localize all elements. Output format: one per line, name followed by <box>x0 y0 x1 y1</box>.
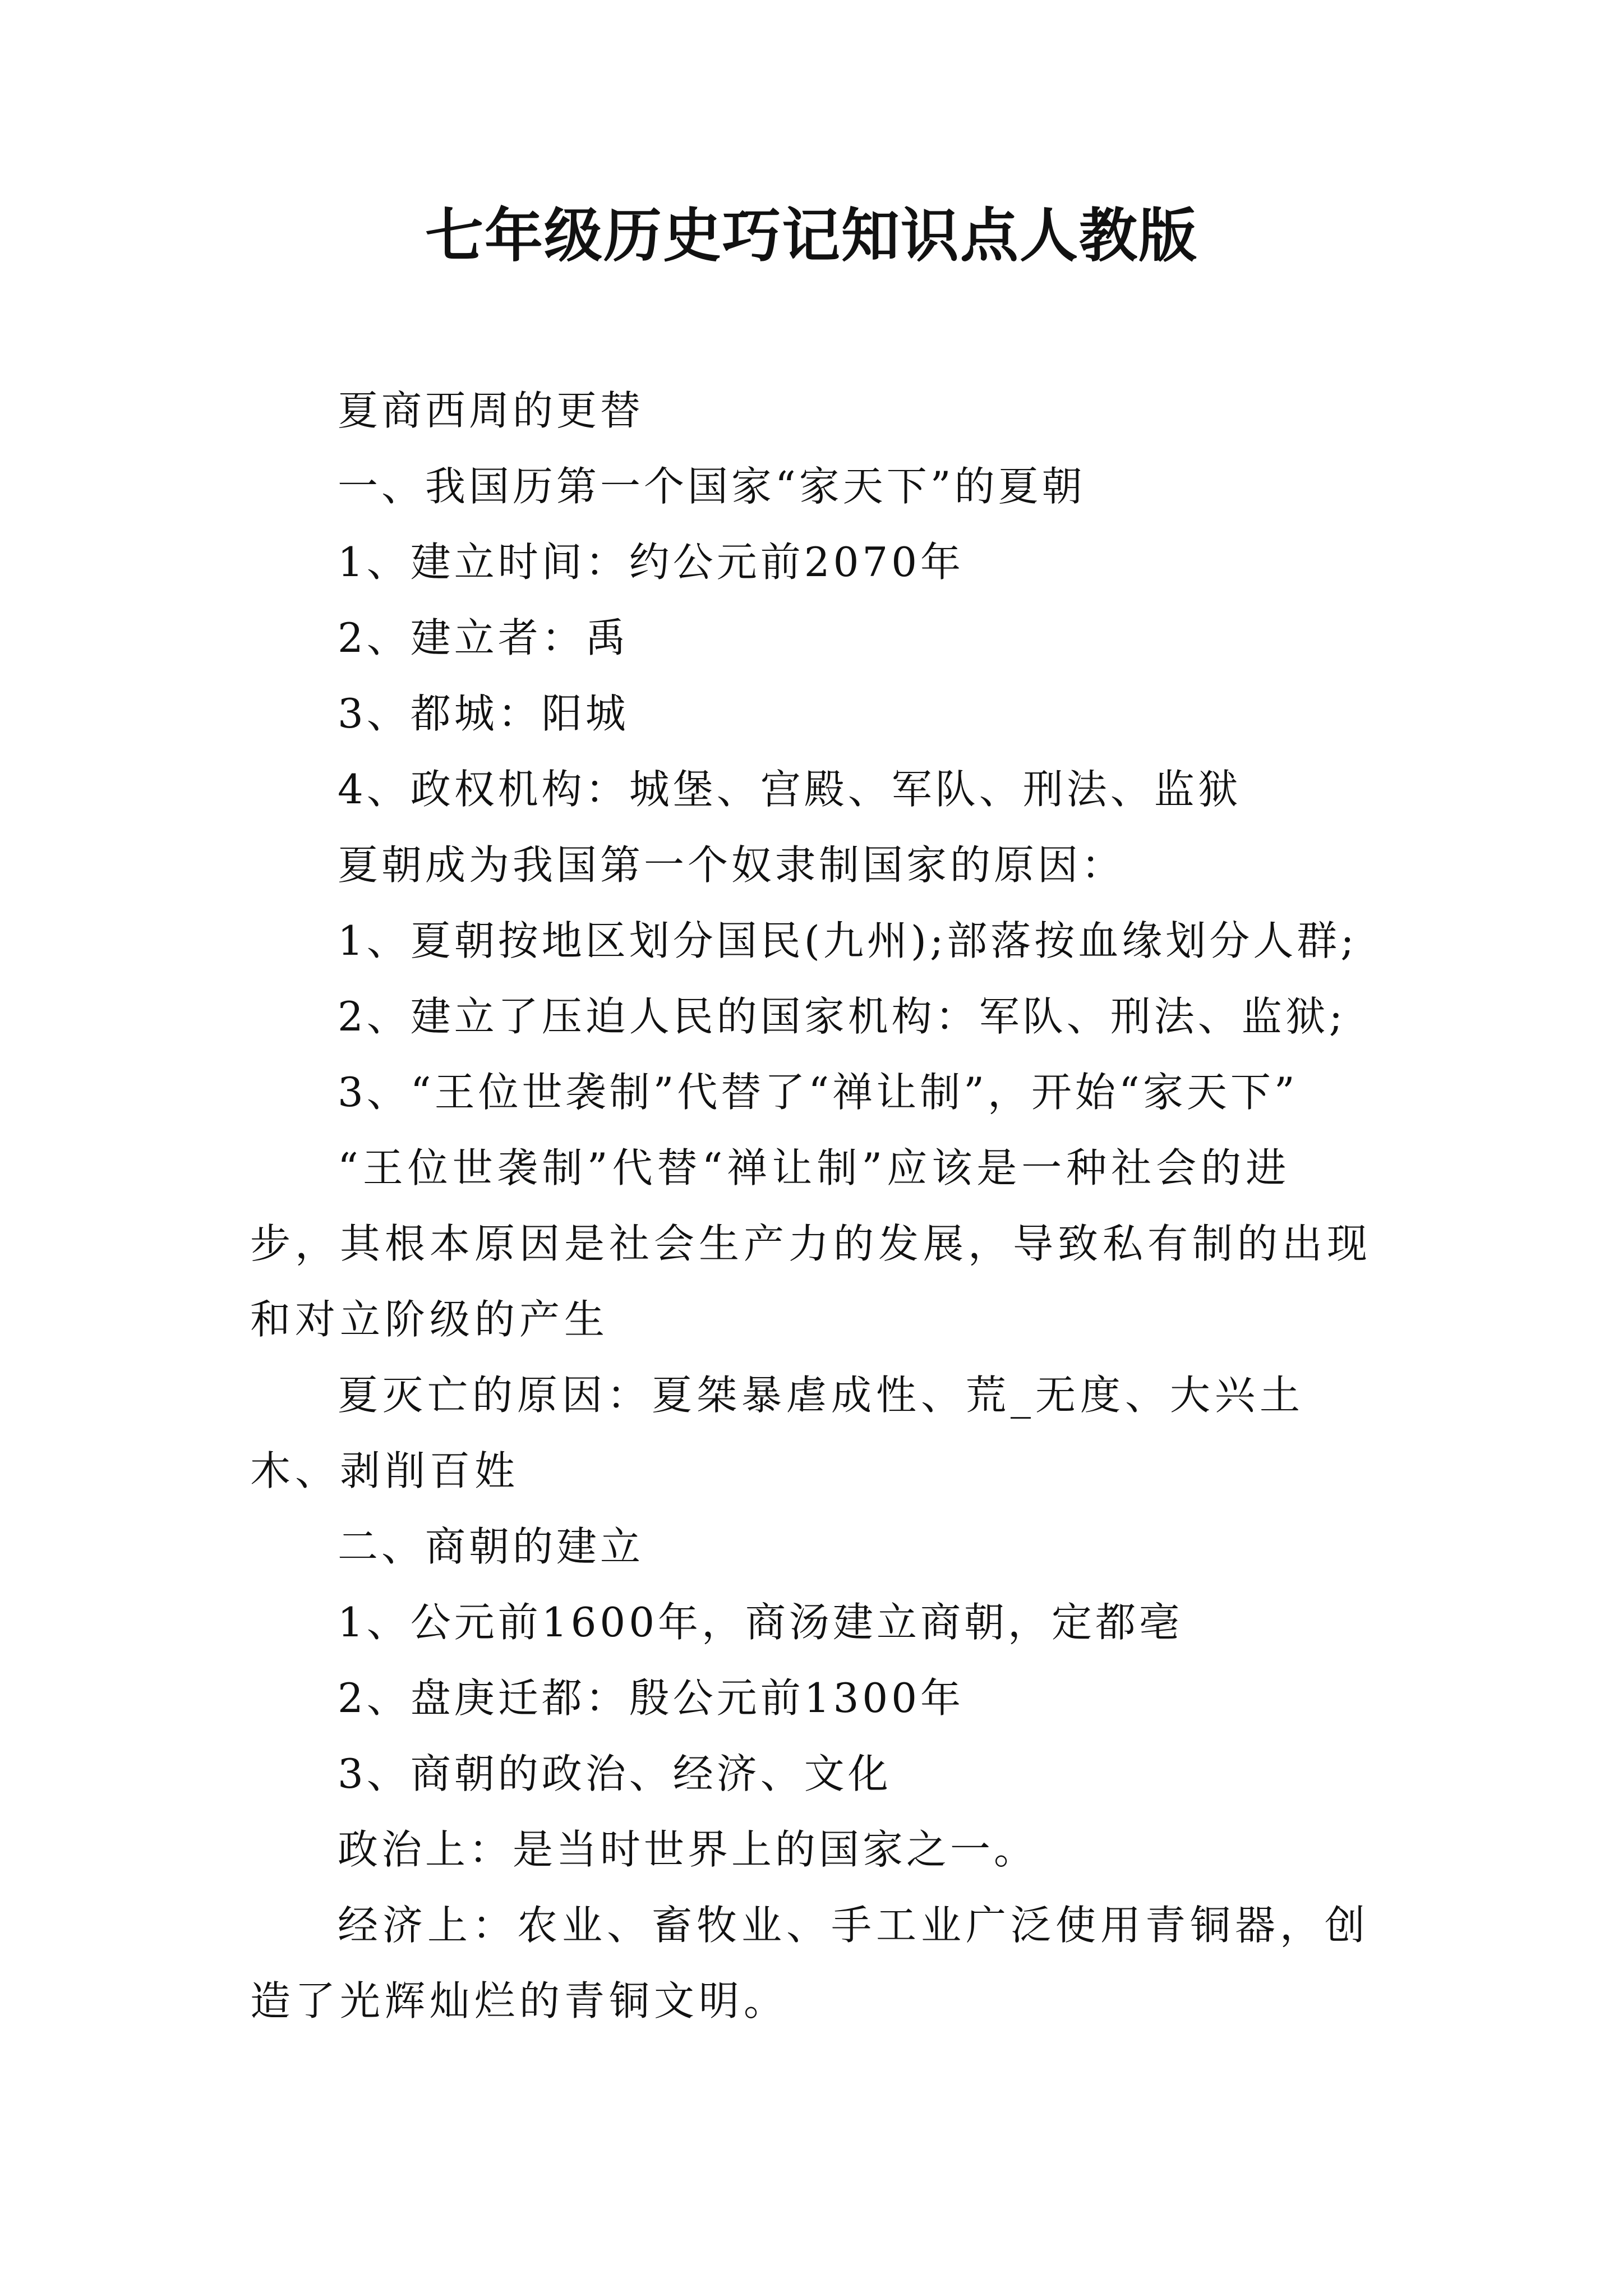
list-item: 2、建立者：禹 <box>338 614 629 661</box>
list-item: 2、建立了压迫人民的国家机构：军队、刑法、监狱; <box>338 993 1347 1040</box>
document-title: 七年级历史巧记知识点人教版 <box>425 201 1198 270</box>
paragraph: 夏朝成为我国第一个奴隶制国家的原因： <box>338 841 1126 889</box>
list-item: 3、“王位世袭制”代替了“禅让制”，开始“家天下” <box>338 1069 1298 1116</box>
subsection-heading: 二、商朝的建立 <box>338 1523 644 1570</box>
paragraph: “王位世袭制”代替“禅让制”应该是一种社会的进步，其根本原因是社会生产力的发展，导致私有制的出现和对立阶级的产生 <box>250 1144 1372 1343</box>
paragraph: 政治上：是当时世界上的国家之一。 <box>338 1826 1038 1873</box>
document-body <box>250 373 1377 2039</box>
list-item: 2、盘庚迁都：殷公元前1300年 <box>338 1674 965 1722</box>
list-item: 1、公元前1600年，商汤建立商朝，定都亳 <box>338 1599 1183 1646</box>
list-item: 3、商朝的政治、经济、文化 <box>338 1750 892 1797</box>
paragraph: 夏灭亡的原因：夏桀暴虐成性、荒_无度、大兴土木、剥削百姓 <box>250 1372 1305 1494</box>
paragraph: 经济上：农业、畜牧业、手工业广泛使用青铜器，创造了光辉灿烂的青铜文明。 <box>250 1902 1370 2024</box>
list-item: 1、建立时间：约公元前2070年 <box>338 539 965 586</box>
subsection-heading: 一、我国历第一个国家“家天下”的夏朝 <box>338 463 1086 510</box>
list-item: 3、都城：阳城 <box>338 690 629 737</box>
list-item: 1、夏朝按地区划分国民(九州);部落按血缘划分人群; <box>338 917 1358 964</box>
list-item: 4、政权机构：城堡、宫殿、军队、刑法、监狱 <box>338 766 1242 813</box>
section-heading: 夏商西周的更替 <box>338 387 644 434</box>
